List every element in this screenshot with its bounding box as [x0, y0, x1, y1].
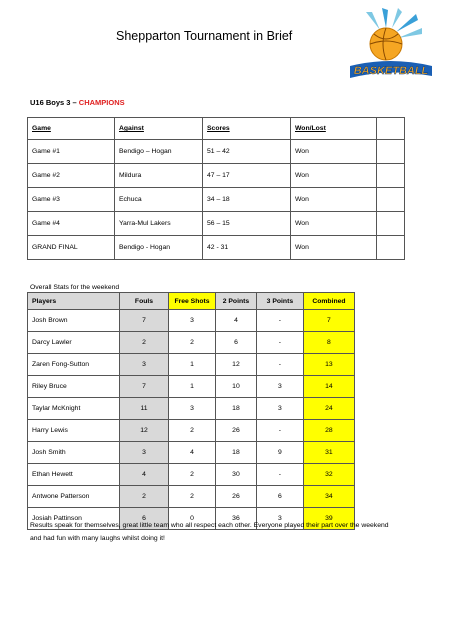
free-shots-cell: 3 — [169, 398, 216, 420]
games-header-result: Won/Lost — [291, 118, 377, 140]
three-points-cell: - — [256, 420, 303, 442]
free-shots-cell: 3 — [169, 310, 216, 332]
three-points-cell: 9 — [256, 442, 303, 464]
score-cell: 47 – 17 — [203, 164, 291, 188]
games-table — [27, 117, 405, 260]
table-row — [28, 464, 355, 486]
three-points-cell: - — [256, 354, 303, 376]
game-cell: Game #4 — [28, 212, 115, 236]
table-row — [28, 442, 355, 464]
stats-header-free-shots: Free Shots — [169, 293, 216, 310]
two-points-cell: 6 — [216, 332, 257, 354]
free-shots-cell: 2 — [169, 486, 216, 508]
three-points-cell: - — [256, 332, 303, 354]
combined-cell: 14 — [303, 376, 354, 398]
opponent-cell: Yarra-Mul Lakers — [115, 212, 203, 236]
combined-cell: 7 — [303, 310, 354, 332]
games-header-against: Against — [115, 118, 203, 140]
opponent-cell: Mildura — [115, 164, 203, 188]
score-cell: 56 – 15 — [203, 212, 291, 236]
fouls-cell: 6 — [119, 508, 168, 530]
three-points-cell: 3 — [256, 398, 303, 420]
player-cell: Zaren Fong-Sutton — [28, 354, 120, 376]
games-header-empty — [377, 118, 405, 140]
free-shots-cell: 0 — [169, 508, 216, 530]
two-points-cell: 18 — [216, 442, 257, 464]
fouls-cell: 2 — [119, 486, 168, 508]
player-cell: Antwone Patterson — [28, 486, 120, 508]
three-points-cell: 6 — [256, 486, 303, 508]
result-cell: Won — [291, 212, 377, 236]
opponent-cell: Bendigo – Hogan — [115, 140, 203, 164]
three-points-cell: 3 — [256, 508, 303, 530]
stats-header-players: Players — [28, 293, 120, 310]
stats-header-3-points: 3 Points — [256, 293, 303, 310]
score-cell: 51 – 42 — [203, 140, 291, 164]
game-cell: Game #1 — [28, 140, 115, 164]
fouls-cell: 3 — [119, 442, 168, 464]
table-row — [28, 164, 405, 188]
three-points-cell: - — [256, 464, 303, 486]
empty-cell — [377, 164, 405, 188]
result-cell: Won — [291, 188, 377, 212]
two-points-cell: 30 — [216, 464, 257, 486]
opponent-cell: Bendigo - Hogan — [115, 236, 203, 260]
games-header-row — [28, 118, 405, 140]
combined-cell: 28 — [303, 420, 354, 442]
combined-cell: 39 — [303, 508, 354, 530]
two-points-cell: 26 — [216, 486, 257, 508]
combined-cell: 8 — [303, 332, 354, 354]
empty-cell — [377, 140, 405, 164]
result-cell: Won — [291, 236, 377, 260]
result-cell: Won — [291, 164, 377, 188]
table-row — [28, 376, 355, 398]
free-shots-cell: 2 — [169, 332, 216, 354]
score-cell: 34 – 18 — [203, 188, 291, 212]
player-cell: Ethan Hewett — [28, 464, 120, 486]
fouls-cell: 2 — [119, 332, 168, 354]
stats-header-row — [28, 293, 355, 310]
free-shots-cell: 2 — [169, 464, 216, 486]
fouls-cell: 7 — [119, 376, 168, 398]
free-shots-cell: 2 — [169, 420, 216, 442]
table-row — [28, 332, 355, 354]
stats-header-fouls: Fouls — [119, 293, 168, 310]
table-row — [28, 354, 355, 376]
champions-label: CHAMPIONS — [78, 98, 125, 107]
player-cell: Josiah Pattinson — [28, 508, 120, 530]
empty-cell — [377, 188, 405, 212]
three-points-cell: - — [256, 310, 303, 332]
table-row — [28, 398, 355, 420]
logo-text: BASKETBALL — [353, 65, 429, 77]
two-points-cell: 12 — [216, 354, 257, 376]
empty-cell — [377, 236, 405, 260]
result-cell: Won — [291, 140, 377, 164]
fouls-cell: 7 — [119, 310, 168, 332]
empty-cell — [377, 212, 405, 236]
combined-cell: 32 — [303, 464, 354, 486]
two-points-cell: 18 — [216, 398, 257, 420]
table-row — [28, 212, 405, 236]
games-header-scores: Scores — [203, 118, 291, 140]
basketball-logo — [336, 8, 444, 84]
fouls-cell: 4 — [119, 464, 168, 486]
stats-header-2-points: 2 Points — [216, 293, 257, 310]
player-cell: Josh Brown — [28, 310, 120, 332]
free-shots-cell: 4 — [169, 442, 216, 464]
player-cell: Taylar McKnight — [28, 398, 120, 420]
table-row — [28, 236, 405, 260]
player-cell: Josh Smith — [28, 442, 120, 464]
combined-cell: 31 — [303, 442, 354, 464]
game-cell: Game #2 — [28, 164, 115, 188]
fouls-cell: 12 — [119, 420, 168, 442]
table-row — [28, 310, 355, 332]
stats-header-combined: Combined — [303, 293, 354, 310]
games-header-game: Game — [28, 118, 115, 140]
team-heading — [30, 98, 125, 107]
fouls-cell: 3 — [119, 354, 168, 376]
opponent-cell: Echuca — [115, 188, 203, 212]
combined-cell: 24 — [303, 398, 354, 420]
table-row — [28, 420, 355, 442]
two-points-cell: 4 — [216, 310, 257, 332]
two-points-cell: 10 — [216, 376, 257, 398]
three-points-cell: 3 — [256, 376, 303, 398]
combined-cell: 13 — [303, 354, 354, 376]
fouls-cell: 11 — [119, 398, 168, 420]
two-points-cell: 26 — [216, 420, 257, 442]
stats-table — [27, 292, 355, 530]
free-shots-cell: 1 — [169, 354, 216, 376]
results-paragraph: Results speak for themselves, great little team who all respect each other. Everyone played their part over the weekend and had fun with many laughs whilst doing it! — [30, 522, 389, 542]
score-cell: 42 - 31 — [203, 236, 291, 260]
player-cell: Darcy Lawler — [28, 332, 120, 354]
free-shots-cell: 1 — [169, 376, 216, 398]
game-cell: GRAND FINAL — [28, 236, 115, 260]
player-cell: Harry Lewis — [28, 420, 120, 442]
stats-caption: Overall Stats for the weekend — [30, 284, 120, 291]
player-cell: Riley Bruce — [28, 376, 120, 398]
team-heading-label: U16 Boys 3 – — [30, 98, 79, 107]
game-cell: Game #3 — [28, 188, 115, 212]
table-row — [28, 188, 405, 212]
table-row — [28, 486, 355, 508]
page-title: Shepparton Tournament in Brief — [116, 29, 293, 43]
combined-cell: 34 — [303, 486, 354, 508]
table-row — [28, 140, 405, 164]
two-points-cell: 36 — [216, 508, 257, 530]
